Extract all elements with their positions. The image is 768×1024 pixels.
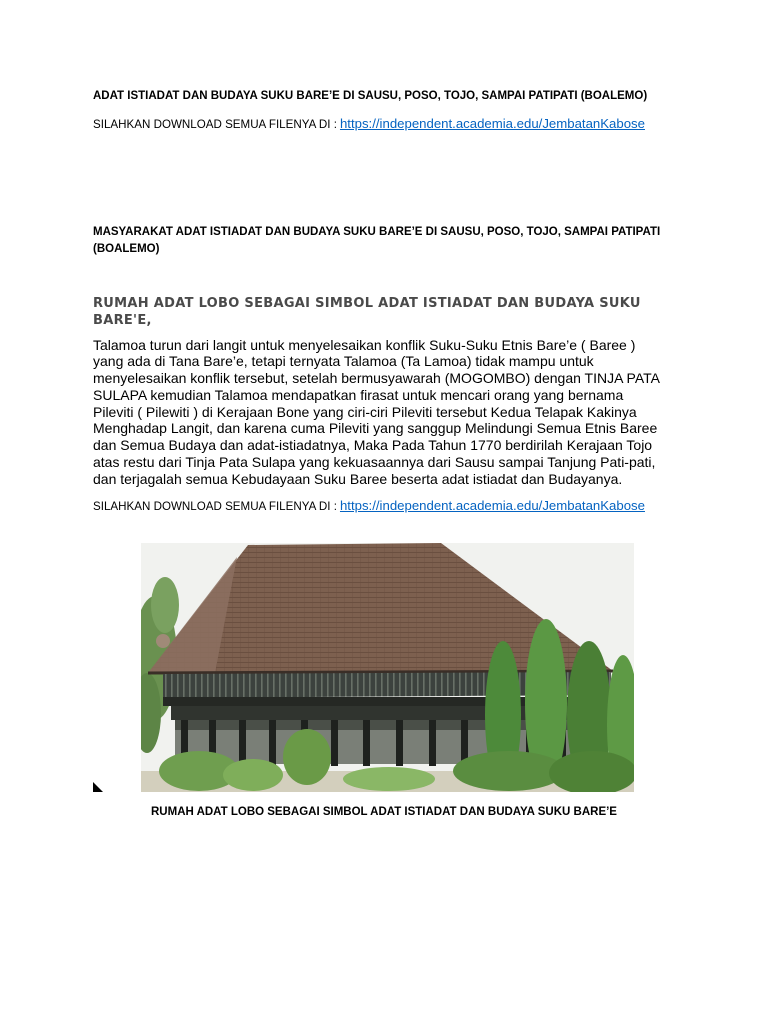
body-line: yang ada di Tana Bare’e, tetapi ternyata Talamoa (Ta Lamoa) tidak mampu untuk [93,353,594,370]
download-label: SILAHKAN DOWNLOAD SEMUA FILENYA DI : [93,117,337,131]
download-link[interactable]: https://independent.academia.edu/JembatanKabose [339,115,645,131]
download-link[interactable]: https://independent.academia.edu/JembatanKabose [339,497,645,513]
body-line: Pileviti ( Pilewiti ) di Kerajaan Bone yang ciri-ciri Pileviti tersebut Kedua Telapak Kakinya [93,403,637,420]
download-label: SILAHKAN DOWNLOAD SEMUA FILENYA DI : [93,499,337,513]
section-heading: RUMAH ADAT LOBO SEBAGAI SIMBOL ADAT ISTIADAT DAN BUDAYA SUKU BARE'E, [93,295,641,328]
body-line: dan terjagalah semua Kebudayaan Suku Baree beserta adat istiadat dan Budayanya. [93,470,623,487]
figure-caption: RUMAH ADAT LOBO SEBAGAI SIMBOL ADAT ISTIADAT DAN BUDAYA SUKU BARE’E [151,805,617,818]
body-line: SULAPA kemudian Talamoa mendapatkan firasat untuk mencari orang yang bernama [93,386,624,403]
download-line-top [93,115,645,133]
rumah-adat-lobo-photo [141,543,634,792]
document-subtitle: MASYARAKAT ADAT ISTIADAT DAN BUDAYA SUKU BARE’E DI SAUSU, POSO, TOJO, SAMPAI PATIPATI (BOALEMO) [93,225,661,255]
figure-image-frame [93,543,668,792]
image-anchor-icon [93,782,103,792]
download-line-bottom [93,497,645,515]
body-line: dan Semua Budaya dan adat-istiadatnya, Maka Pada Tahun 1770 berdirilah Kerajaan Tojo [93,437,653,454]
body-line: atas restu dari Tinja Pata Sulapa yang kekuasaannya dari Sausu sampai Tanjung Pati-pati, [93,453,656,470]
body-line: Menghadap Langit, dan karena cuma Pileviti yang sanggup Melindungi Semua Etnis Baree [93,420,658,437]
document-title: ADAT ISTIADAT DAN BUDAYA SUKU BARE’E DI SAUSU, POSO, TOJO, SAMPAI PATIPATI (BOALEMO) [93,90,648,102]
body-paragraph [93,337,703,488]
body-line: menyelesaikan konflik tersebut, setelah bermusyawarah (MOGOMBO) dengan TINJA PATA [93,370,660,387]
body-line: Talamoa turun dari langit untuk menyelesaikan konflik Suku-Suku Etnis Bare’e ( Baree ) [93,336,636,353]
